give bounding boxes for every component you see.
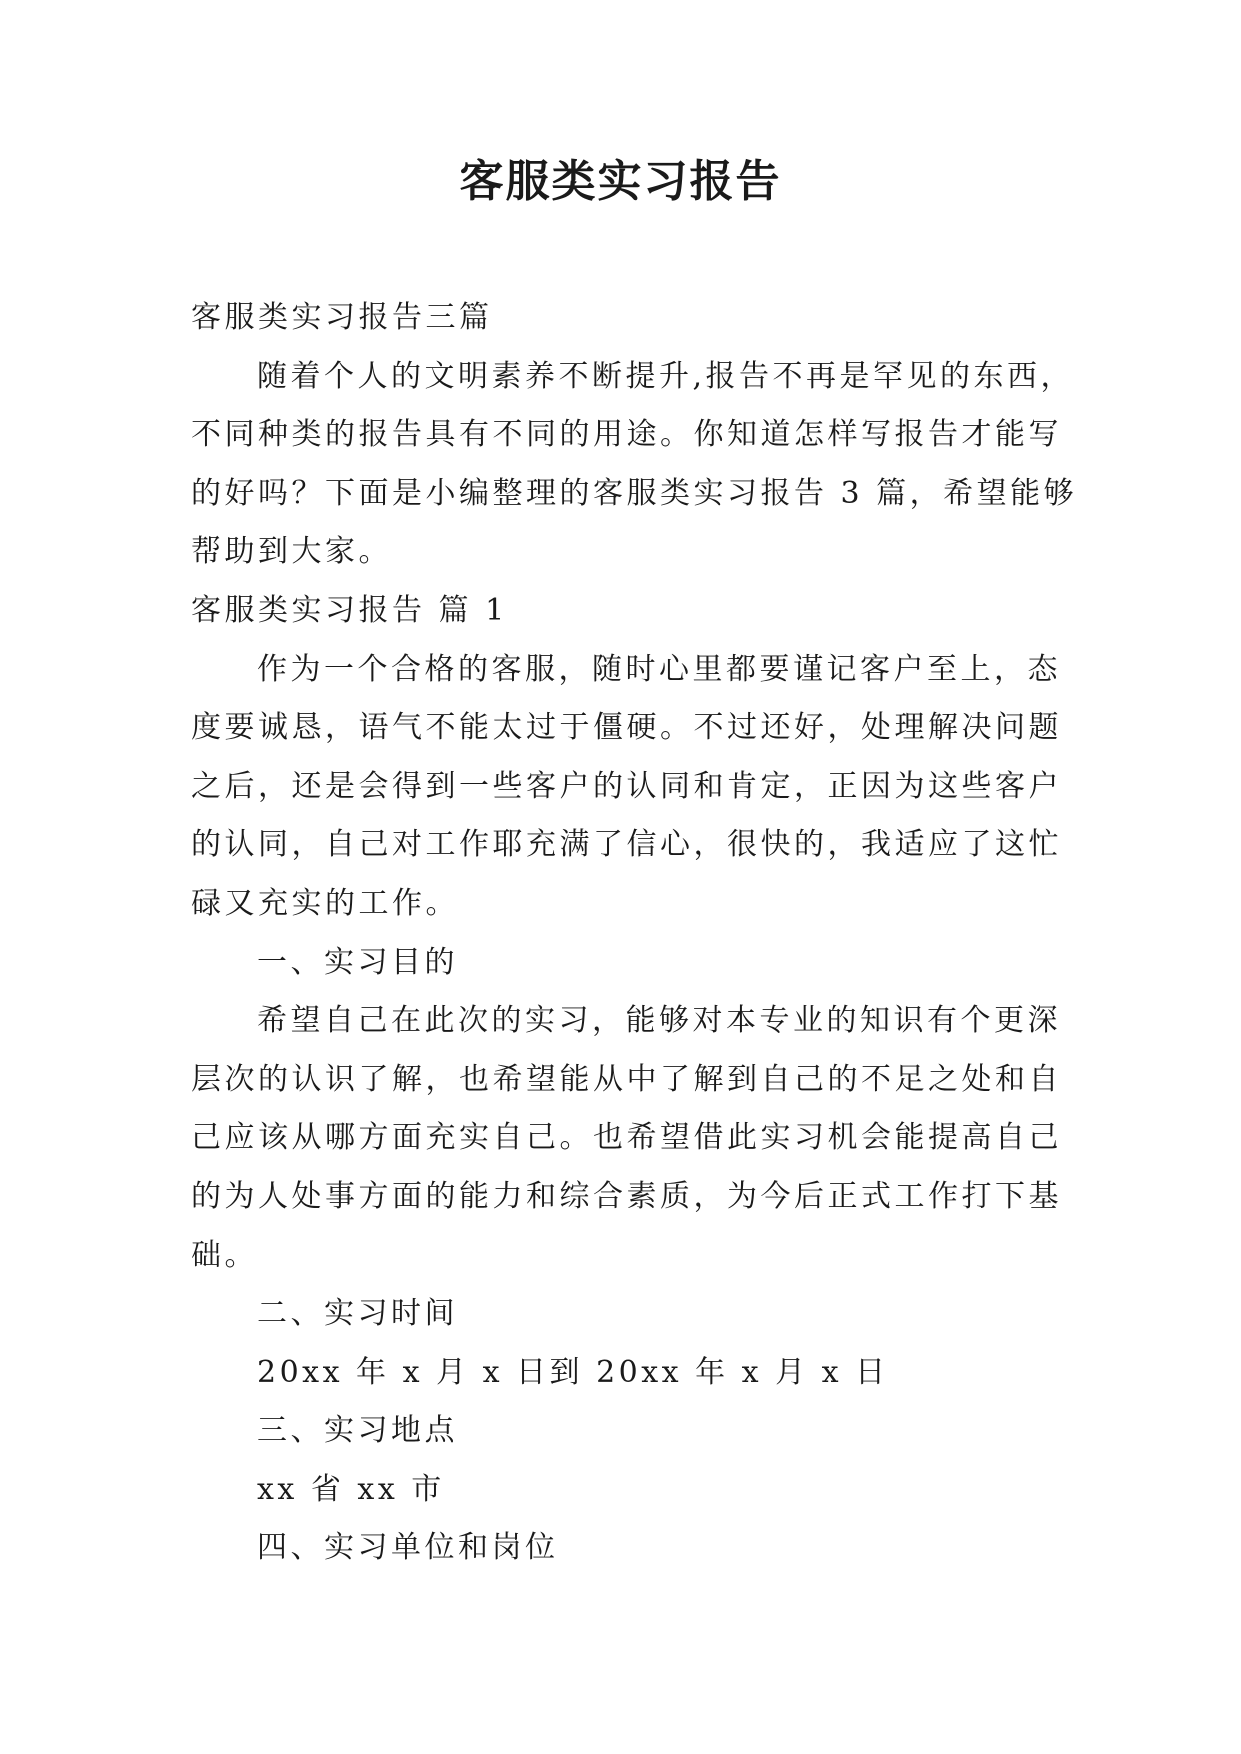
text-line: 作为一个合格的客服，随时心里都要谨记客户至上，态 [257, 651, 1061, 687]
text-line: 的认同，自己对工作耶充满了信心，很快的，我适应了这忙 [191, 827, 1062, 863]
text-line: 度要诚恳，语气不能太过于僵硬。不过还好，处理解决问题 [191, 710, 1062, 746]
text-line: 一、实习目的 [257, 944, 458, 980]
document-body [191, 289, 1078, 1578]
text-line: 之后，还是会得到一些客户的认同和肯定，正因为这些客户 [191, 768, 1062, 804]
text-line: xx 省 xx 市 [257, 1471, 445, 1507]
text-line: 客服类实习报告 篇 1 [191, 592, 508, 628]
text-line: 础。 [191, 1237, 258, 1273]
document-title: 客服类实习报告 [459, 156, 782, 207]
text-line: 的为人处事方面的能力和综合素质，为今后正式工作打下基 [191, 1178, 1062, 1214]
text-line: 三、实习地点 [257, 1413, 458, 1449]
text-line: 层次的认识了解，也希望能从中了解到自己的不足之处和自 [191, 1061, 1062, 1097]
text-line: 二、实习时间 [257, 1296, 458, 1332]
text-line: 20xx 年 x 月 x 日到 20xx 年 x 月 x 日 [257, 1354, 889, 1390]
text-line: 希望自己在此次的实习，能够对本专业的知识有个更深 [257, 1003, 1061, 1039]
text-line: 不同种类的报告具有不同的用途。你知道怎样写报告才能写 [191, 417, 1062, 453]
text-line: 帮助到大家。 [191, 534, 392, 570]
text-line: 己应该从哪方面充实自己。也希望借此实习机会能提高自己 [191, 1120, 1062, 1156]
text-line: 碌又充实的工作。 [191, 885, 459, 921]
text-line: 四、实习单位和岗位 [257, 1530, 559, 1566]
text-line: 客服类实习报告三篇 [191, 300, 493, 335]
text-line: 的好吗？下面是小编整理的客服类实习报告 3 篇，希望能够 [191, 475, 1078, 511]
text-line: 随着个人的文明素养不断提升,报告不再是罕见的东西， [257, 358, 1075, 394]
